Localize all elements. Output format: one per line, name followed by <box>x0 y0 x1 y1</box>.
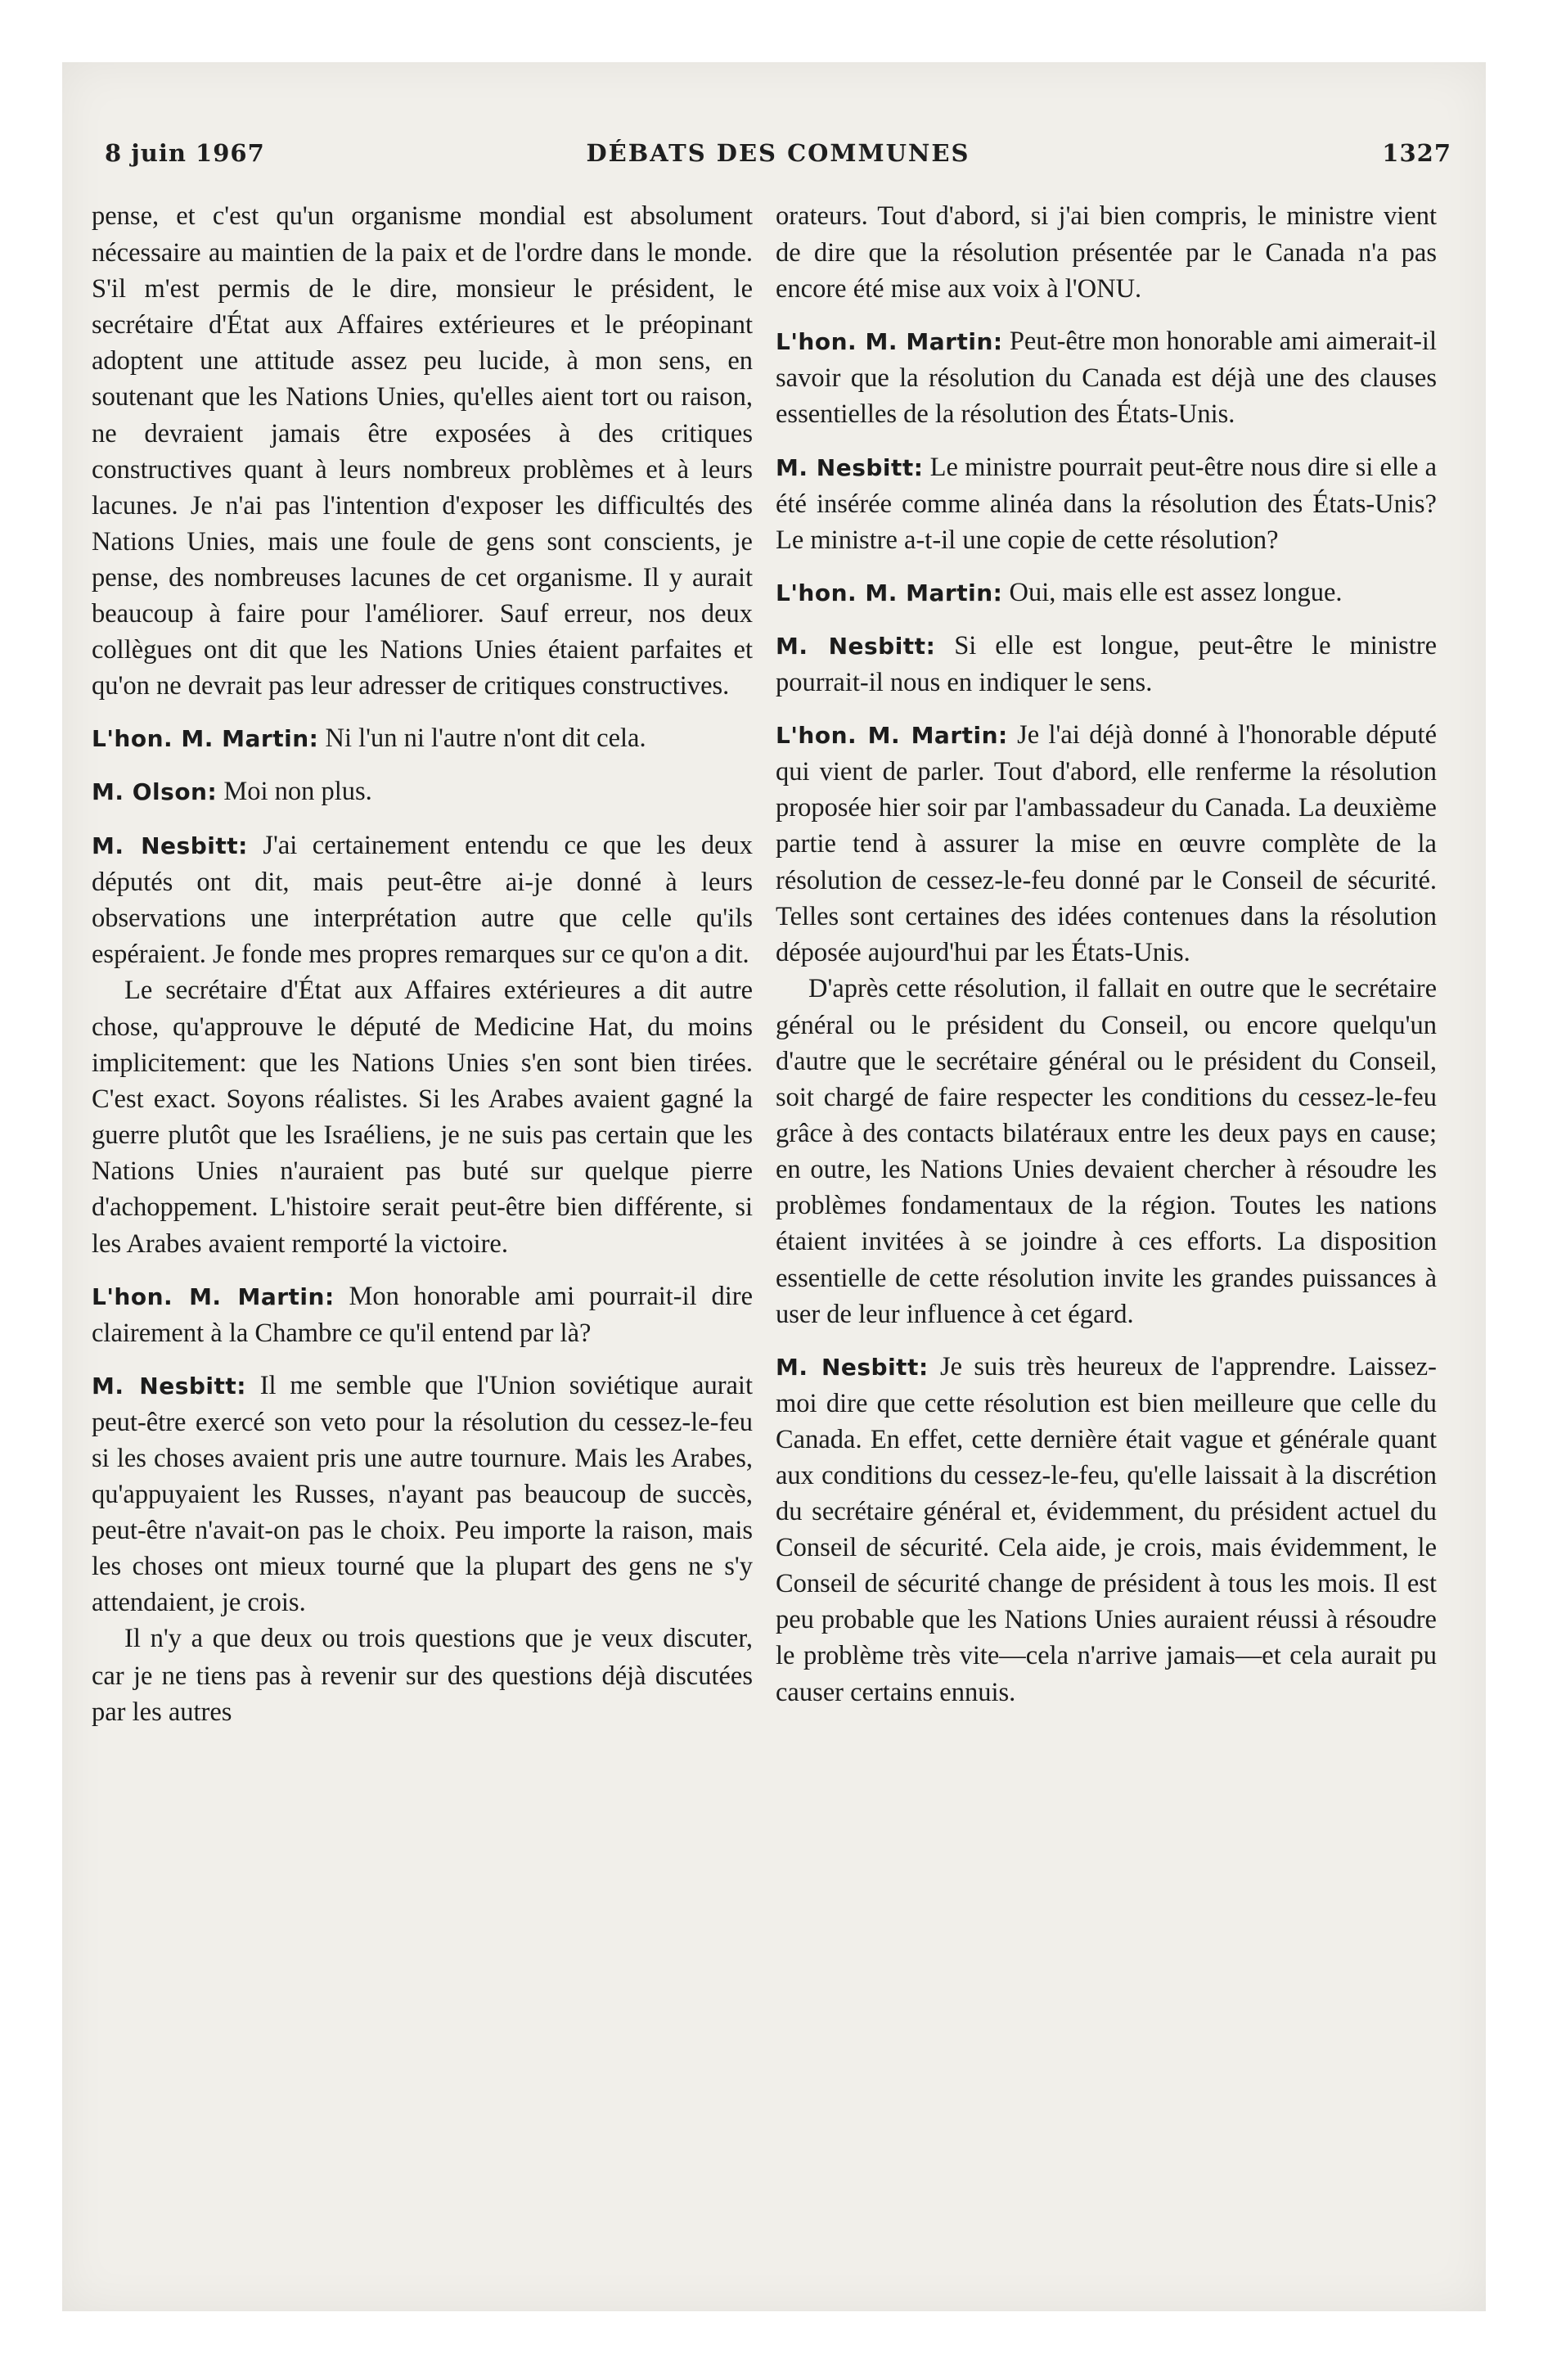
paragraph-text: orateurs. Tout d'abord, si j'ai bien compris, le ministre vient de dire que la résolution présentée par le Canada n'a pas encore été mise aux voix à l'ONU. <box>776 201 1437 304</box>
paragraph-text: Le secrétaire d'État aux Affaires extérieures a dit autre chose, qu'approuve le député de Medicine Hat, du moins implicitement: que les Nations Unies s'en sont bien tirées. C'est exact. Soyons réalistes. Si les Arabes avaient gagné la guerre plutôt que les Israéliens, je ne suis pas certain que les Nations Unies n'auraient pas buté sur quelque pierre d'achoppement. L'histoire serait peut-être bien différente, si les Arabes avaient remporté la victoire. <box>92 975 753 1259</box>
header-page-number: 1327 <box>1382 139 1451 167</box>
speaker-label: M. Nesbitt: <box>92 1372 246 1400</box>
paragraph <box>776 1349 1437 1711</box>
speaker-label: M. Nesbitt: <box>92 832 248 859</box>
paragraph-text: Mon honorable ami pourrait-il dire clairement à la Chambre ce qu'il entend par là? <box>92 1281 754 1348</box>
speaker-label: L'hon. M. Martin: <box>776 579 1003 606</box>
right-column <box>776 198 1437 1711</box>
paragraph-text: Le ministre pourrait peut-être nous dire si elle a été insérée comme alinéa dans la résolution des États-Unis? Le ministre a-t-il une copie de cette résolution? <box>776 452 1438 555</box>
left-column <box>92 198 753 1730</box>
paragraph <box>776 198 1437 307</box>
paragraph-text: Je suis très heureux de l'apprendre. Laissez-moi dire que cette résolution est bien meilleure que celle du Canada. En effet, cette dernière était vague et générale quant aux conditions du cessez-le-feu, qu'elle laissait à la discrétion du secrétaire général et, évidemment, du président actuel du Conseil de sécurité. Cela aide, je crois, mais évidemment, le Conseil de sécurité change de président à tous les mois. Il est peu probable que les Nations Unies auraient réussi à résoudre le problème très vite—cela n'arrive jamais—et cela aurait pu causer certains ennuis. <box>776 1351 1437 1707</box>
paragraph <box>776 575 1437 611</box>
paragraph-text: Oui, mais elle est assez longue. <box>1009 577 1343 607</box>
paragraph <box>92 773 753 810</box>
paragraph <box>92 198 753 704</box>
paragraph-text: D'après cette résolution, il fallait en outre que le secrétaire général ou le président du Conseil, ou encore quelqu'un d'autre que le secrétaire général ou le président du Conseil, soit chargé de faire respecter les conditions du cessez-le-feu grâce à des contacts bilatéraux entre les deux pays en cause; en outre, les Nations Unies devaient chercher à résoudre les problèmes fondamentaux de la région. Toutes les nations étaient invitées à se joindre à ces efforts. La disposition essentielle de cette résolution invite les grandes puissances à user de leur influence à cet égard. <box>776 973 1437 1329</box>
paragraph-text: Si elle est longue, peut-être le ministre pourrait-il nous en indiquer le sens. <box>776 630 1437 698</box>
speaker-label: L'hon. M. Martin: <box>92 1282 335 1310</box>
paragraph <box>776 971 1437 1332</box>
paragraph <box>92 972 753 1262</box>
speaker-label: L'hon. M. Martin: <box>92 725 319 753</box>
paragraph <box>92 1620 753 1729</box>
header-title: DÉBATS DES COMMUNES <box>586 139 970 167</box>
speaker-label: L'hon. M. Martin: <box>776 328 1003 356</box>
page-header <box>105 139 1451 175</box>
paragraph-text: Je l'ai déjà donné à l'honorable député qui vient de parler. Tout d'abord, elle renferme la résolution proposée hier soir par l'ambassadeur du Canada. La deuxième partie tend à assurer la mise en œuvre complète de la résolution de cessez-le-feu donné par le Conseil de sécurité. Telles sont certaines des idées contenues dans la résolution déposée aujourd'hui par les États-Unis. <box>776 720 1437 967</box>
paragraph-text: J'ai certainement entendu ce que les deux députés ont dit, mais peut-être ai-je donné à leurs observations une interprétation autre que celle qu'ils espéraient. Je fonde mes propres remarques sur ce qu'on a dit. <box>92 830 753 969</box>
header-date: 8 juin 1967 <box>105 139 265 167</box>
paragraph-text: Il n'y a que deux ou trois questions que je veux discuter, car je ne tiens pas à revenir sur des questions déjà discutées par les autres <box>92 1624 753 1727</box>
speaker-label: L'hon. M. Martin: <box>776 722 1008 750</box>
paragraph <box>92 720 753 757</box>
speaker-label: M. Nesbitt: <box>776 632 936 660</box>
paragraph-text: Peut-être mon honorable ami aimerait-il savoir que la résolution du Canada est déjà une des clauses essentielles de la résolution des États-Unis. <box>776 327 1437 430</box>
document-page <box>62 62 1486 2311</box>
paragraph-text: Ni l'un ni l'autre n'ont dit cela. <box>325 723 646 754</box>
paragraph-text: Il me semble que l'Union soviétique aurait peut-être exercé son veto pour la résolution du cessez-le-feu si les choses avaient pris une autre tournure. Mais les Arabes, qu'appuyaient les Russes, n'ayant pas beaucoup de succès, peut-être n'avait-on pas le choix. Peu importe la raison, mais les choses ont mieux tourné que la plupart des gens ne s'y attendaient, je crois. <box>92 1370 753 1618</box>
speaker-label: M. Nesbitt: <box>776 453 924 481</box>
paragraph <box>92 1368 753 1621</box>
paragraph <box>776 628 1437 701</box>
speaker-label: M. Olson: <box>92 778 218 806</box>
paragraph <box>776 717 1437 971</box>
paragraph <box>776 323 1437 432</box>
paragraph <box>92 827 753 972</box>
paragraph-text: Moi non plus. <box>223 777 372 807</box>
paragraph-text: pense, et c'est qu'un organisme mondial est absolument nécessaire au maintien de la paix et de l'ordre dans le monde. S'il m'est permis de le dire, monsieur le président, le secrétaire d'État aux Affaires extérieures et le préopinant adoptent une attitude assez peu lucide, à mon sens, en soutenant que les Nations Unies, qu'elles aient tort ou raison, ne devraient jamais être exposées à des critiques constructives quant à leurs nombreux problèmes et à leurs lacunes. Je n'ai pas l'intention d'exposer les difficultés des Nations Unies, mais une foule de gens sont conscients, je pense, des nombreuses lacunes de cet organisme. Il y aurait beaucoup à faire pour l'améliorer. Sauf erreur, nos deux collègues ont dit que les Nations Unies étaient parfaites et qu'on ne devrait pas leur adresser de critiques constructives. <box>92 201 753 701</box>
speaker-label: M. Nesbitt: <box>776 1353 929 1381</box>
paragraph <box>776 449 1437 558</box>
paragraph <box>92 1278 753 1351</box>
